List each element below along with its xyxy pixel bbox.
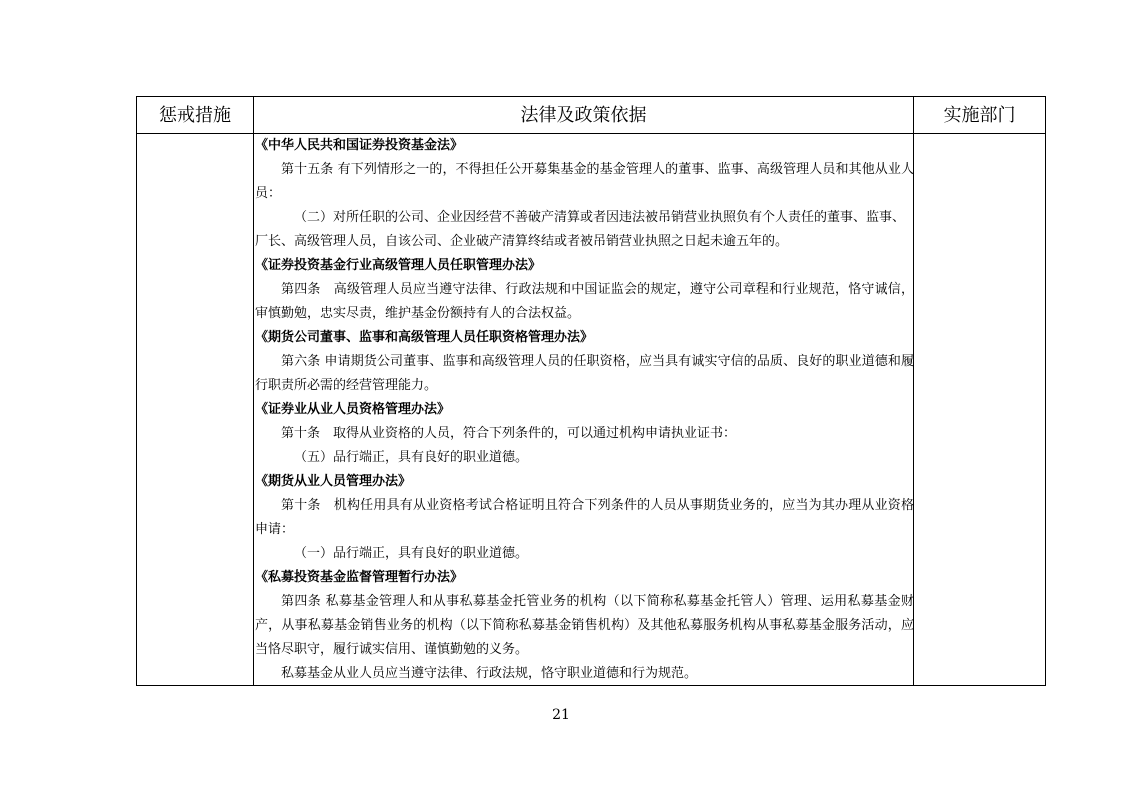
article-text: 私募基金从业人员应当遵守法律、行政法规，恪守职业道德和行为规范。 [281, 666, 698, 681]
article-text: 第四条 私募基金管理人和从事私募基金托管业务的机构（以下简称私募基金托管人）管理、运用私募基金财产，从事私募基金销售业务的机构（以下简称私募基金销售机构）及其他私募服务机构从事私募基金服务活动，应当恪尽职守，履行诚实信用、谨慎勤勉的义务。 [255, 594, 914, 657]
law-title: 《私募投资基金监督管理暂行办法》 [255, 570, 464, 585]
policy-table [136, 96, 1046, 686]
article-text: 第四条 高级管理人员应当遵守法律、行政法规和中国证监会的规定，遵守公司章程和行业规范，恪守诚信，审慎勤勉，忠实尽责，维护基金份额持有人的合法权益。 [255, 282, 914, 321]
article-text: 第六条 申请期货公司董事、监事和高级管理人员的任职资格，应当具有诚实守信的品质、良好的职业道德和履行职责所必需的经营管理能力。 [255, 354, 914, 393]
section [255, 134, 914, 254]
law-title: 《期货从业人员管理办法》 [255, 474, 412, 489]
law-title: 《中华人民共和国证券投资基金法》 [255, 138, 464, 153]
article-text: 第十条 取得从业资格的人员，符合下列条件的，可以通过机构申请执业证书： [281, 426, 737, 441]
section [255, 254, 914, 326]
section [255, 566, 914, 686]
header-basis: 法律及政策依据 [520, 105, 647, 126]
basis-cell [254, 134, 914, 685]
law-title: 《证券投资基金行业高级管理人员任职管理办法》 [255, 258, 542, 273]
article-item: （二）对所任职的公司、企业因经营不善破产清算或者因违法被吊销营业执照负有个人责任的董事、监事、厂长、高级管理人员，自该公司、企业破产清算终结或者被吊销营业执照之日起未逾五年的。 [255, 210, 906, 249]
law-title: 《期货公司董事、监事和高级管理人员任职资格管理办法》 [255, 330, 594, 345]
article-item: （五）品行端正，具有良好的职业道德。 [294, 450, 529, 465]
section [255, 470, 914, 566]
header-dept: 实施部门 [943, 105, 1016, 126]
article-text: 第十五条 有下列情形之一的，不得担任公开募集基金的基金管理人的董事、监事、高级管理人员和其他从业人员： [255, 162, 914, 201]
header-measures: 惩戒措施 [159, 105, 231, 126]
article-item: （一）品行端正，具有良好的职业道德。 [294, 546, 529, 561]
law-title: 《证券业从业人员资格管理办法》 [255, 402, 451, 417]
section [255, 398, 914, 470]
page-number: 21 [552, 707, 570, 723]
section [255, 326, 914, 398]
article-text: 第十条 机构任用具有从业资格考试合格证明且符合下列条件的人员从事期货业务的，应当为其办理从业资格申请： [255, 498, 914, 537]
